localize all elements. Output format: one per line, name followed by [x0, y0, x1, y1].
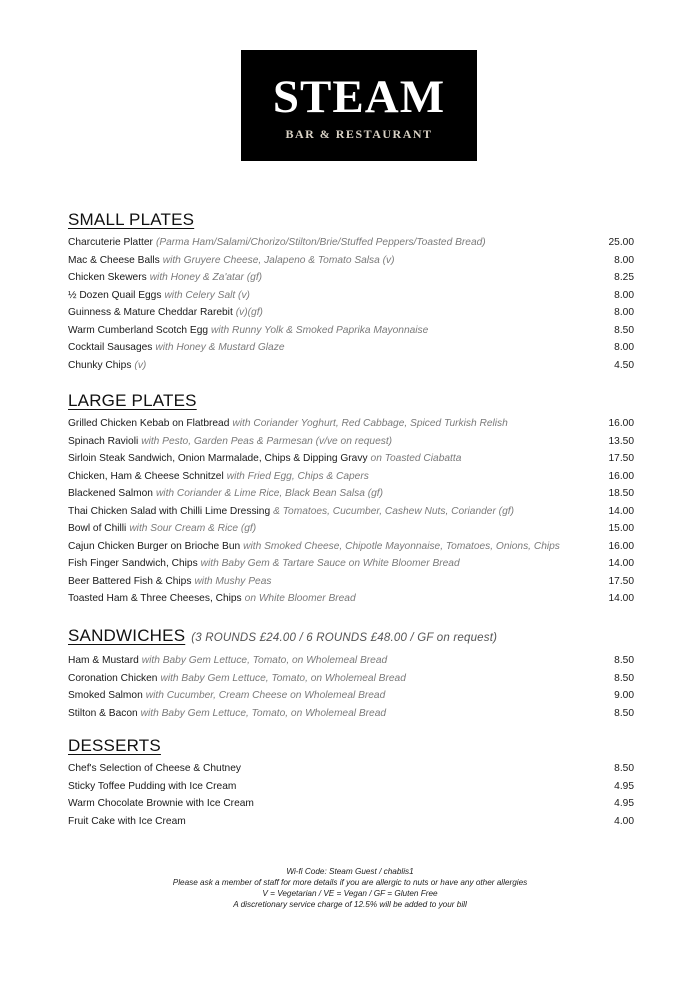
item-desc: with Gruyere Cheese, Jalapeno & Tomato Salsa (v) — [162, 254, 395, 266]
item-price: 25.00 — [608, 237, 634, 248]
item-desc: with Fried Egg, Chips & Capers — [226, 470, 369, 482]
item-price: 17.50 — [608, 575, 634, 587]
menu-item — [68, 538, 634, 556]
menu-item — [68, 357, 634, 375]
menu-item — [68, 760, 634, 778]
item-desc: with Baby Gem Lettuce, Tomato, on Wholemeal Bread — [140, 707, 387, 719]
item-name: Guinness & Mature Cheddar Rarebit — [68, 307, 233, 318]
item-price: 18.50 — [608, 488, 634, 499]
item-price: 8.00 — [614, 254, 634, 266]
item-price: 8.00 — [614, 342, 634, 353]
item-name: Charcuterie Platter — [68, 237, 153, 248]
menu-item — [68, 234, 634, 252]
menu-item — [68, 670, 634, 688]
menu-item — [68, 269, 634, 287]
item-name: Beer Battered Fish & Chips — [68, 575, 192, 587]
item-price: 16.00 — [608, 418, 634, 429]
item-name: ½ Dozen Quail Eggs — [68, 289, 162, 301]
section-title: DESSERTS — [68, 736, 161, 755]
item-desc: with Coriander & Lime Rice, Black Bean Salsa (gf) — [155, 488, 384, 499]
item-name: Fish Finger Sandwich, Chips — [68, 558, 198, 569]
section-sandwiches — [68, 626, 634, 722]
item-desc: & Tomatoes, Cucumber, Cashew Nuts, Coriander (gf) — [273, 505, 514, 517]
section-title: SANDWICHES (3 ROUNDS £24.00 / 6 ROUNDS £48.00 / GF on request) — [68, 626, 634, 648]
item-price: 14.00 — [608, 593, 634, 604]
item-name: Spinach Ravioli — [68, 435, 139, 447]
menu-item — [68, 813, 634, 831]
item-desc: with Sour Cream & Rice (gf) — [129, 523, 257, 534]
item-price: 14.00 — [608, 558, 634, 569]
item-name: Chicken, Ham & Cheese Schnitzel — [68, 470, 224, 482]
menu-item — [68, 485, 634, 503]
item-price: 8.50 — [614, 324, 634, 336]
section-title: LARGE PLATES — [68, 391, 197, 410]
item-price: 8.50 — [614, 655, 634, 666]
item-desc: with Pesto, Garden Peas & Parmesan (v/ve on request) — [141, 435, 393, 447]
menu-item — [68, 415, 634, 433]
item-price: 17.50 — [608, 453, 634, 464]
menu-item — [68, 652, 634, 670]
item-price: 4.50 — [614, 359, 634, 371]
item-desc: on White Bloomer Bread — [244, 593, 356, 604]
menu-item — [68, 287, 634, 305]
item-price: 13.50 — [608, 435, 634, 447]
item-desc: with Baby Gem & Tartare Sauce on White Bloomer Bread — [200, 558, 460, 569]
menu-footer — [0, 866, 700, 910]
item-name: Bowl of Chilli — [68, 523, 127, 534]
item-desc: with Runny Yolk & Smoked Paprika Mayonnaise — [211, 324, 429, 336]
item-price: 8.50 — [614, 672, 634, 684]
menu-item — [68, 433, 634, 451]
allergy-note: Please ask a member of staff for more details if you are allergic to nuts or have any other allergies — [172, 878, 528, 887]
menu-item — [68, 304, 634, 322]
item-name: Thai Chicken Salad with Chilli Lime Dressing — [68, 505, 271, 517]
item-desc: with Baby Gem Lettuce, Tomato, on Wholemeal Bread — [160, 672, 406, 684]
item-name: Cajun Chicken Burger on Brioche Bun — [68, 540, 241, 552]
item-name: Smoked Salmon — [68, 690, 143, 701]
item-name: Cocktail Sausages — [68, 342, 153, 353]
diet-key: V = Vegetarian / VE = Vegan / GF = Gluten Free — [262, 889, 438, 898]
item-name: Fruit Cake with Ice Cream — [68, 815, 186, 827]
menu-item — [68, 450, 634, 468]
item-desc: on Toasted Ciabatta — [370, 453, 462, 464]
menu-item — [68, 520, 634, 538]
menu-item — [68, 339, 634, 357]
item-price: 16.00 — [608, 470, 634, 482]
menu-item — [68, 322, 634, 340]
menu-item — [68, 778, 634, 796]
item-price: 8.00 — [614, 307, 634, 318]
item-desc: with Honey & Mustard Glaze — [155, 342, 285, 353]
item-price: 8.25 — [614, 272, 634, 283]
item-price: 4.00 — [614, 815, 634, 827]
service-charge-note: A discretionary service charge of 12.5% will be added to your bill — [233, 900, 467, 909]
section-note: (3 ROUNDS £24.00 / 6 ROUNDS £48.00 / GF on request) — [191, 632, 498, 644]
item-name: Stilton & Bacon — [68, 707, 138, 719]
item-name: Warm Chocolate Brownie with Ice Cream — [68, 798, 254, 809]
item-name: Sirloin Steak Sandwich, Onion Marmalade, Chips & Dipping Gravy — [68, 453, 368, 464]
section-large-plates — [68, 391, 634, 608]
item-desc: (v) — [134, 359, 147, 371]
item-desc: (Parma Ham/Salami/Chorizo/Stilton/Brie/Stuffed Peppers/Toasted Bread) — [155, 237, 486, 248]
item-name: Ham & Mustard — [68, 655, 139, 666]
logo-brand: STEAM — [272, 71, 446, 123]
item-price: 14.00 — [608, 505, 634, 517]
item-name: Blackened Salmon — [68, 488, 153, 499]
restaurant-logo — [241, 50, 477, 161]
menu-item — [68, 503, 634, 521]
item-price: 4.95 — [614, 798, 634, 809]
item-price: 8.50 — [614, 763, 634, 774]
item-desc: with Cucumber, Cream Cheese on Wholemeal Bread — [145, 690, 386, 701]
item-name: Chef's Selection of Cheese & Chutney — [68, 763, 241, 774]
menu-item — [68, 252, 634, 270]
menu-item — [68, 705, 634, 723]
wifi-note: Wi-fi Code: Steam Guest / chablis1 — [286, 867, 414, 876]
item-desc: with Coriander Yoghurt, Red Cabbage, Spiced Turkish Relish — [232, 418, 508, 429]
item-name: Toasted Ham & Three Cheeses, Chips — [68, 593, 242, 604]
menu-item — [68, 468, 634, 486]
item-name: Chunky Chips — [68, 359, 132, 371]
item-name: Mac & Cheese Balls — [68, 254, 160, 266]
item-desc: with Mushy Peas — [194, 575, 272, 587]
item-desc: with Honey & Za'atar (gf) — [149, 272, 263, 283]
item-desc: (v)(gf) — [235, 307, 263, 318]
menu-item — [68, 687, 634, 705]
menu-item — [68, 555, 634, 573]
menu-item — [68, 573, 634, 591]
section-small-plates — [68, 210, 634, 374]
item-desc: with Celery Salt (v) — [164, 289, 250, 301]
item-price: 16.00 — [608, 540, 634, 552]
item-desc: with Smoked Cheese, Chipotle Mayonnaise, Tomatoes, Onions, Chips — [243, 540, 560, 552]
item-price: 4.95 — [614, 780, 634, 792]
item-price: 8.50 — [614, 707, 634, 719]
item-price: 15.00 — [608, 523, 634, 534]
section-desserts — [68, 736, 634, 830]
item-price: 9.00 — [614, 690, 634, 701]
item-name: Warm Cumberland Scotch Egg — [68, 324, 209, 336]
logo-tagline: BAR & RESTAURANT — [285, 127, 433, 141]
item-name: Coronation Chicken — [68, 672, 158, 684]
item-name: Sticky Toffee Pudding with Ice Cream — [68, 780, 237, 792]
menu-item — [68, 795, 634, 813]
menu-item — [68, 590, 634, 608]
item-name: Grilled Chicken Kebab on Flatbread — [68, 418, 230, 429]
item-name: Chicken Skewers — [68, 272, 147, 283]
item-price: 8.00 — [614, 289, 634, 301]
section-title: SMALL PLATES — [68, 210, 195, 229]
item-desc: with Baby Gem Lettuce, Tomato, on Wholemeal Bread — [141, 655, 388, 666]
